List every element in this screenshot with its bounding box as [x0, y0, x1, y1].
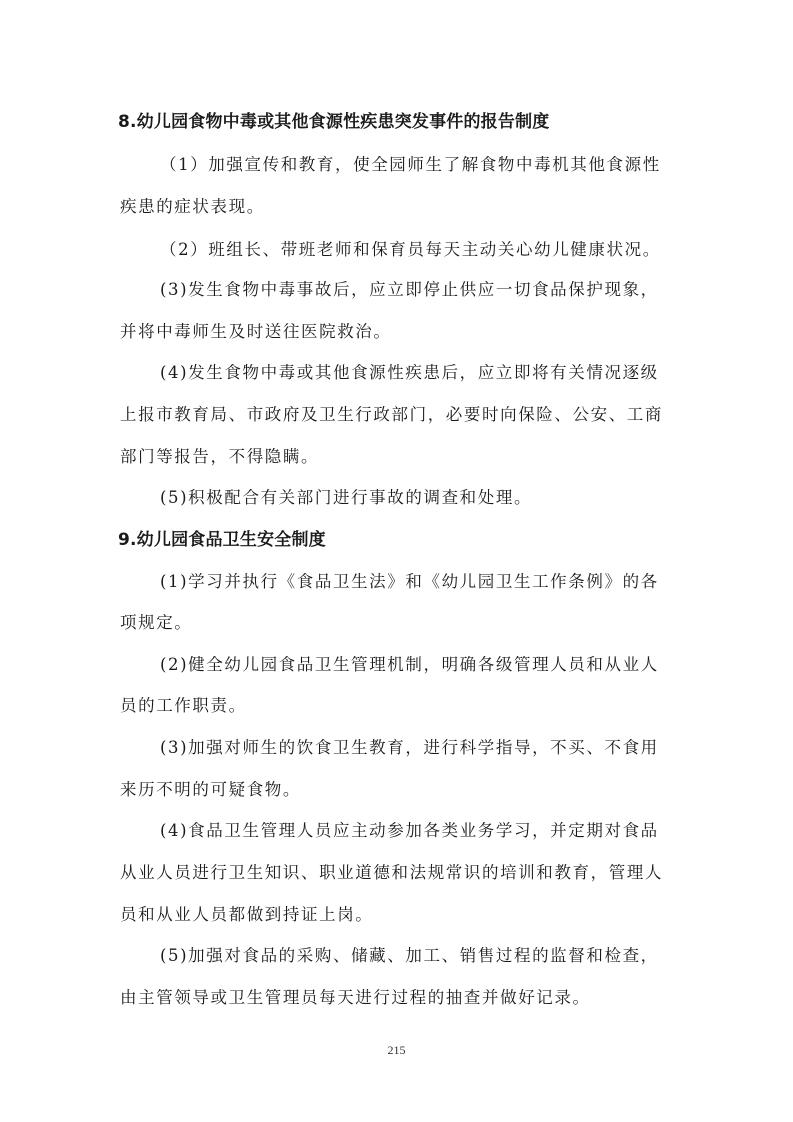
paragraph-line: 员和从业人员都做到持证上岗。 [120, 905, 374, 924]
paragraph-line: 员的工作职责。 [120, 696, 247, 715]
paragraph-line: 上报市教育局、市政府及卫生行政部门，必要时向保险、公安、工商 [120, 405, 663, 424]
section-heading-9: 9.幼儿园食品卫生安全制度 [118, 530, 326, 550]
paragraph-line: 项规定。 [120, 613, 193, 632]
paragraph-line: （1）加强宣传和教育，使全园师生了解食物中毒机其他食源性 [160, 155, 661, 174]
page-number: 215 [387, 1043, 406, 1057]
paragraph-line: （2）班组长、带班老师和保育员每天主动关心幼儿健康状况。 [160, 240, 661, 259]
paragraph-line: 部门等报告，不得隐瞒。 [120, 447, 320, 466]
section-heading-8: 8.幼儿园食物中毒或其他食源性疾患突发事件的报告制度 [118, 112, 550, 132]
paragraph-line: (1)学习并执行《食品卫生法》和《幼儿园卫生工作条例》的各 [160, 572, 659, 591]
paragraph-line: 并将中毒师生及时送往医院救治。 [120, 322, 392, 341]
paragraph-line: 由主管领导或卫生管理员每天进行过程的抽查并做好记录。 [120, 988, 591, 1007]
paragraph-line: (5)积极配合有关部门进行事故的调查和处理。 [160, 488, 533, 507]
paragraph-line: 来历不明的可疑食物。 [120, 780, 301, 799]
paragraph-line: (4)发生食物中毒或其他食源性疾患后，应立即将有关情况逐级 [160, 363, 659, 382]
paragraph-line: (5)加强对食品的采购、储藏、加工、销售过程的监督和检查， [160, 946, 659, 965]
paragraph-line: 从业人员进行卫生知识、职业道德和法规常识的培训和教育，管理人 [120, 863, 663, 882]
paragraph-line: (4)食品卫生管理人员应主动参加各类业务学习，并定期对食品 [160, 821, 659, 840]
paragraph-line: (3)加强对师生的饮食卫生教育，进行科学指导，不买、不食用 [160, 738, 659, 757]
paragraph-line: 疾患的症状表现。 [120, 197, 265, 216]
paragraph-line: (2)健全幼儿园食品卫生管理机制，明确各级管理人员和从业人 [160, 655, 659, 674]
paragraph-line: (3)发生食物中毒事故后，应立即停止供应一切食品保护现象， [160, 280, 659, 299]
